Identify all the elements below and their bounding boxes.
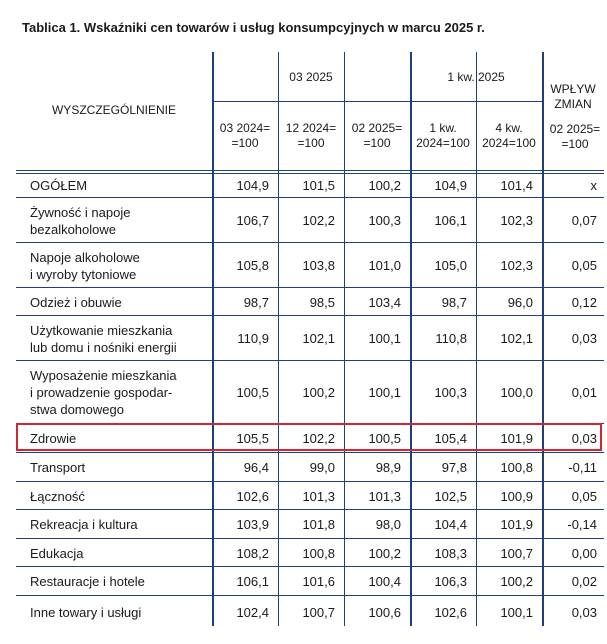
table-cell-value: 0,01 [571, 385, 597, 400]
row-label: OGÓŁEM [30, 178, 88, 193]
table-cell-value: 100,1 [368, 385, 401, 400]
table-cell-value: 100,8 [500, 460, 533, 475]
table-cell-value: 103,8 [302, 258, 335, 273]
table-cell-value: x [590, 178, 597, 193]
table-cell-value: 102,6 [434, 605, 467, 620]
subheader-column: 12 2024= =100 [285, 121, 337, 150]
row-label: Zdrowie [30, 431, 77, 446]
table-cell-value: 0,05 [571, 258, 597, 273]
table-cell-value: 0,03 [571, 431, 597, 446]
table-cell-value: 102,3 [500, 213, 533, 228]
group-header-impact: WPŁYW ZMIAN [550, 82, 596, 111]
table-cell-value: 110,8 [435, 331, 467, 346]
group-rule [212, 101, 542, 102]
row-label: Łączność [30, 488, 85, 504]
row-label: Restauracje i hotele [30, 574, 145, 589]
table-cell-value: 106,1 [434, 213, 467, 228]
table-cell-value: 100,6 [368, 605, 401, 620]
row-rule [16, 509, 604, 510]
table-cell-value: 100,8 [302, 545, 335, 561]
row-label: Transport [30, 460, 86, 475]
row-rule [16, 566, 604, 567]
table-cell-value: 98,7 [243, 294, 269, 310]
table-cell-value: 102,2 [302, 213, 335, 228]
table-cell-value: 98,5 [309, 294, 335, 310]
group-header-march-2025: 03 2025 [289, 70, 333, 84]
table-cell-value: 101,4 [500, 178, 533, 193]
table-cell-value: 105,5 [236, 431, 269, 446]
row-rule [16, 360, 604, 361]
row-rule [16, 452, 604, 453]
table-cell-value: 106,1 [236, 574, 269, 589]
table-cell-value: 100,2 [302, 385, 335, 400]
table-cell-value: 100,7 [500, 545, 533, 561]
table-cell-value: 100,2 [368, 545, 401, 561]
table-cell-value: -0,14 [567, 517, 597, 532]
table-cell-value: 104,9 [236, 178, 269, 193]
row-label: Żywność i napoje bezalkoholowe [30, 204, 131, 237]
table-cell-value: 98,9 [375, 460, 401, 475]
table-cell-value: 98,0 [375, 517, 401, 532]
column-header-description: WYSZCZEGÓLNIENIE [51, 103, 176, 117]
table-cell-value: -0,11 [568, 460, 597, 475]
table-cell-value: 100,3 [368, 213, 401, 228]
row-rule [16, 242, 604, 243]
table-cell-value: 104,9 [434, 178, 467, 193]
table-cell-value: 0,03 [571, 331, 597, 346]
table-cell-value: 102,4 [236, 605, 269, 620]
table-cell-value: 108,3 [434, 545, 467, 561]
table-cell-value: 0,05 [571, 488, 597, 504]
table-cell-value: 0,02 [571, 574, 597, 589]
table-cell-value: 101,6 [302, 574, 335, 589]
row-rule [16, 197, 604, 198]
table-cell-value: 100,0 [500, 385, 533, 400]
row-label: Wyposażenie mieszkania i prowadzenie gospodar- stwa domowego [30, 368, 177, 417]
table-cell-value: 103,4 [368, 294, 401, 310]
header-rule [16, 173, 604, 174]
table-cell-value: 101,9 [500, 517, 533, 532]
table-cell-value: 110,9 [237, 331, 269, 346]
table-cell-value: 97,8 [441, 460, 467, 475]
table-cell-value: 102,1 [302, 331, 335, 346]
table-cell-value: 100,1 [368, 331, 401, 346]
table-cell-value: 100,2 [368, 178, 401, 193]
table-cell-value: 101,5 [302, 178, 335, 193]
table-cell-value: 101,3 [302, 488, 335, 504]
subheader-column: 03 2024= =100 [219, 121, 271, 150]
row-label: Użytkowanie mieszkania lub domu i nośniki energii [30, 322, 177, 355]
row-highlight-box [16, 423, 602, 451]
table-cell-value: 96,0 [507, 294, 533, 310]
table-cell-value: 100,2 [500, 574, 533, 589]
row-label: Rekreacja i kultura [30, 517, 138, 532]
table-cell-value: 100,5 [236, 385, 269, 400]
table-cell-value: 103,9 [236, 517, 269, 532]
row-rule [16, 481, 604, 482]
table-cell-value: 100,4 [368, 574, 401, 589]
table-cell-value: 101,8 [302, 517, 335, 532]
row-label: Odzież i obuwie [30, 294, 122, 310]
subheader-column: 02 2025= =100 [549, 122, 601, 151]
table-cell-value: 0,12 [571, 294, 597, 310]
table-cell-value: 102,5 [434, 488, 467, 504]
table-cell-value: 102,1 [500, 331, 533, 346]
table-cell-value: 100,9 [500, 488, 533, 504]
table-cell-value: 108,2 [236, 545, 269, 561]
table-cell-value: 0,03 [571, 605, 597, 620]
table-cell-value: 101,3 [368, 488, 401, 504]
subheader-column: 4 kw. 2024=100 [482, 121, 536, 150]
subheader-column: 02 2025= =100 [351, 121, 403, 150]
table-cell-value: 102,3 [500, 258, 533, 273]
table-cell-value: 100,5 [368, 431, 401, 446]
header-rule [16, 170, 604, 171]
row-rule [16, 287, 604, 288]
row-label: Napoje alkoholowe i wyroby tytoniowe [30, 249, 140, 282]
row-rule [16, 538, 604, 539]
row-label: Edukacja [30, 545, 84, 561]
table-cell-value: 106,7 [236, 213, 269, 228]
table-cell-value: 101,9 [500, 431, 533, 446]
table-cell-value: 100,1 [500, 605, 533, 620]
table-cell-value: 99,0 [309, 460, 335, 475]
table-cell-value: 105,8 [236, 258, 269, 273]
table-cell-value: 105,0 [434, 258, 467, 273]
subheader-column: 1 kw. 2024=100 [416, 121, 470, 150]
row-label: Inne towary i usługi [30, 605, 142, 620]
row-rule [16, 595, 604, 596]
table-cell-value: 105,4 [434, 431, 467, 446]
row-rule [16, 315, 604, 316]
table-cell-value: 96,4 [243, 460, 269, 475]
group-header-q1-2025: 1 kw. 2025 [447, 70, 505, 84]
table-cell-value: 106,3 [434, 574, 467, 589]
table-cell-value: 101,0 [368, 258, 401, 273]
table-cell-value: 0,07 [571, 213, 597, 228]
table-cell-value: 104,4 [434, 517, 467, 532]
table-cell-value: 98,7 [441, 294, 467, 310]
table-cell-value: 100,7 [302, 605, 335, 620]
table-title: Tablica 1. Wskaźniki cen towarów i usług konsumpcyjnych w marcu 2025 r. [22, 20, 485, 35]
table-cell-value: 102,6 [236, 488, 269, 504]
table-cell-value: 0,00 [571, 545, 597, 561]
table-cell-value: 100,3 [434, 385, 467, 400]
table-cell-value: 102,2 [302, 431, 335, 446]
